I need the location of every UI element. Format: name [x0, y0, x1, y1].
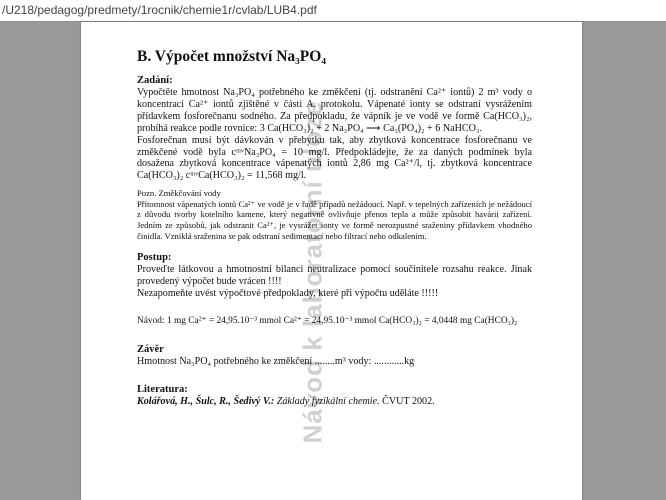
page-title: B. Výpočet množství Na₃PO₄ — [137, 48, 326, 65]
zaver-heading: Závěr — [137, 343, 164, 355]
literatura-citation — [137, 396, 532, 408]
zaver-text: Hmotnost Na₃PO₄ potřebného ke změkčení ........m³ vody: ............kg — [137, 355, 415, 367]
address-bar[interactable] — [0, 0, 666, 22]
note-text: Přítomnost vápenatých iontů Ca²⁺ ve vodě je v řadě případů nežádoucí. Např. v tepelných zařízeních je nežádoucí z důvodu tvorby kotelního kamene, který negativně ovlivňuje přenos tepla a může způsobit havárii zařízení. Jedním ze způsobů, jak odstranit Ca²⁺, je vysrážet ionty ve formě nerozpustné sraženiny přídavkem vhodného činidla. Vzniklá sraženina se pak odstraní sedimentací nebo filtrací nebo odkalením. — [137, 198, 532, 241]
zadani-paragraph-1: Vypočtěte hmotnost Na₃PO₄ potřebného ke změkčení (tj. odstranění Ca²⁺ iontů) 2 m³ vody o koncentraci Ca²⁺ iontů zjištěné v části A. protokolu. Vápenaté ionty se odstraní vysrážením přídavkem fosforečnanu sodného. Za předpokladu, že vápník je ve vodě ve formě Ca(HCO₃)₂, probíhá reakce podle rovnice: 3 Ca(HCO₃)₂ + 2 Na₃PO₄ ⟶ Ca₃(PO₄)₂ + 6 NaHCO₃. — [137, 87, 532, 134]
watermark: Návod k laboratorní úloze — [297, 100, 328, 444]
note-heading: Pozn. Změkčování vody — [137, 188, 221, 199]
literatura-heading: Literatura: — [137, 383, 188, 395]
postup-heading: Postup: — [137, 252, 172, 264]
zadani-paragraph-2: Fosforečnan musí být dávkován v přebytku tak, aby zbytková koncentrace fosforečnanu ve změkčené vodě byla cᵐᵛNa₃PO₄ = 10 mg/l. Předpokládejte, že za daných podmínek byla dosažena zbytková koncentrace vápenatých iontů 2,86 mg Ca²⁺/l, tj. zbytková koncentrace Ca(HCO₃)₂ cᵐᵛCa(HCO₃)₂ = 11,568 mg/l. — [137, 134, 532, 182]
pdf-page — [81, 22, 582, 500]
postup-line-2: Nezapomeňte uvést výpočtové předpoklady, které při výpočtu uděláte !!!!! — [137, 288, 439, 300]
citation-book: Základy fyzikální chemie. — [274, 395, 380, 407]
postup-line-1: Proveďte látkovou a hmotnostní bilanci neutralizace pomocí součinitele rozsahu reakce. Jinak provedený výpočet bude vrácen !!!! — [137, 264, 532, 288]
pdf-viewer[interactable] — [0, 22, 666, 500]
zadani-heading: Zadání: — [137, 75, 173, 86]
citation-authors: Kolářová, H., Šulc, R., Šedivý V.: — [137, 395, 275, 407]
url-text: /U218/pedagog/predmety/1rocnik/chemie1r/cvlab/LUB4.pdf — [2, 3, 317, 17]
navod-line: Návod: 1 mg Ca²⁺ = 24,95.10⁻³ mmol Ca²⁺ = 24,95.10⁻³ mmol Ca(HCO₃)₂ = 4,0448 mg Ca(HCO₃)₂ — [137, 315, 518, 326]
page-content — [137, 48, 532, 408]
citation-publisher: ČVUT 2002. — [379, 395, 435, 407]
